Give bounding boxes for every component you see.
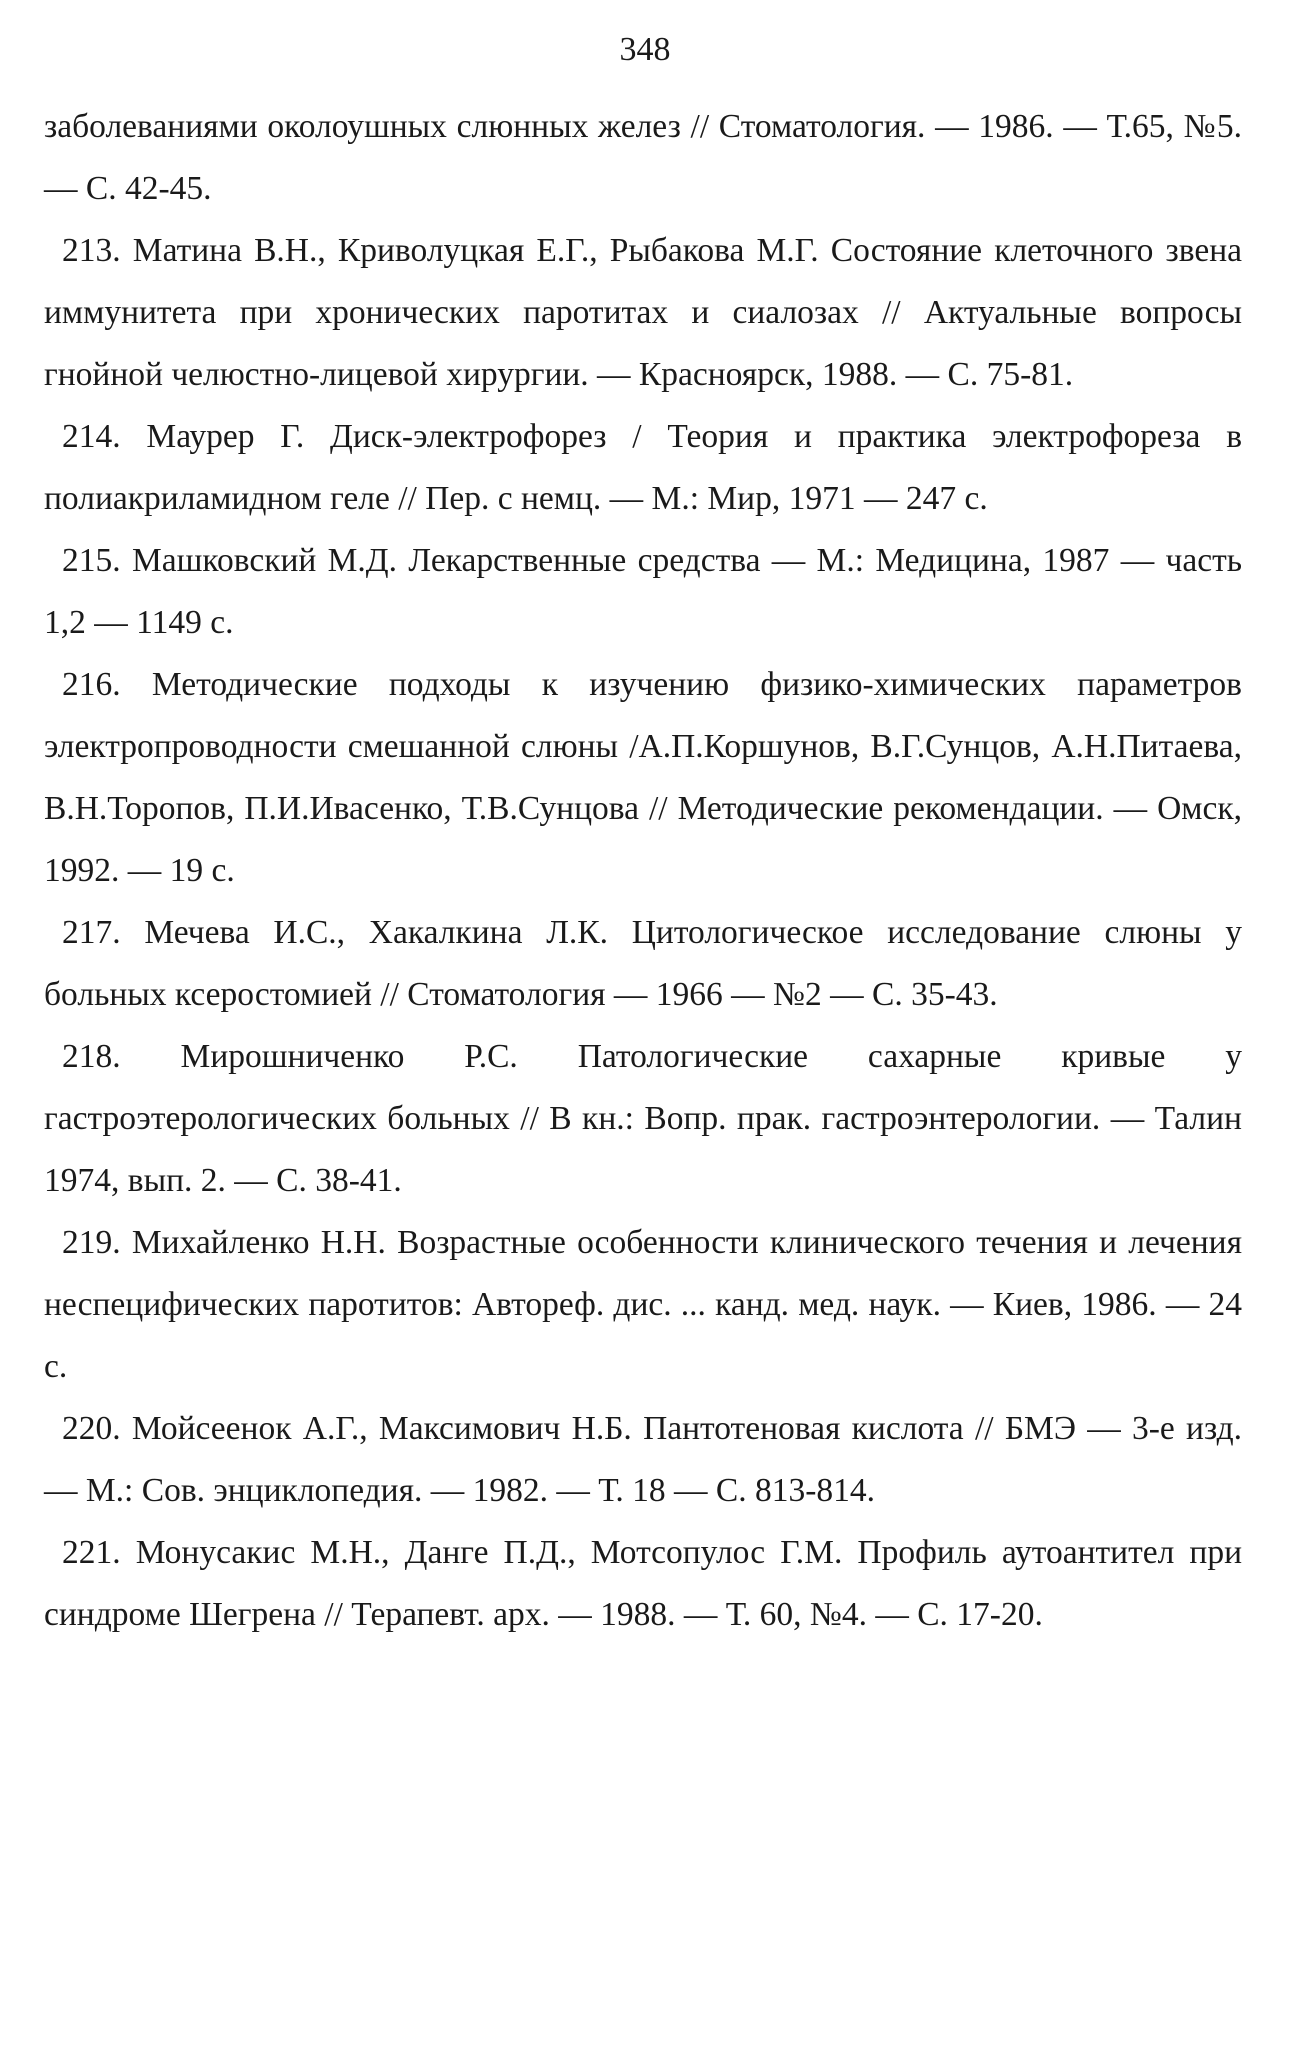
reference-entry-216 — [44, 654, 1242, 902]
page-number: 348 — [619, 31, 671, 68]
reference-number: 220. — [62, 1410, 121, 1447]
reference-entry-213 — [44, 220, 1242, 406]
reference-text: Маурер Г. Диск-электрофорез / Теория и практика электрофореза в полиакриламидном геле // Пер. с немц. — М.: Мир, 1971 — 247 с. — [44, 418, 1243, 517]
reference-text: Машковский М.Д. Лекарственные средства — М.: Медицина, 1987 — часть 1,2 — 1149 с. — [44, 542, 1243, 641]
reference-entry-214 — [44, 406, 1242, 530]
reference-entry-219 — [44, 1212, 1242, 1398]
reference-text: Мирошниченко Р.С. Патологические сахарные кривые у гастроэтерологических больных // В кн.: Вопр. прак. гастроэнтерологии. — Талин 1974, вып. 2. — С. 38-41. — [44, 1038, 1243, 1199]
reference-entry-217 — [44, 902, 1242, 1026]
reference-number: 216. — [62, 666, 121, 703]
reference-number: 214. — [62, 418, 121, 455]
reference-entry-215 — [44, 530, 1242, 654]
reference-text: Матина В.Н., Криволуцкая Е.Г., Рыбакова М.Г. Состояние клеточного звена иммунитета при хронических паротитах и сиалозах // Актуальные вопросы гнойной челюстно-лицевой хирургии. — Красноярск, 1988. — С. 75-81. — [44, 232, 1242, 393]
reference-number: 221. — [62, 1534, 121, 1571]
reference-entry-218 — [44, 1026, 1242, 1212]
reference-entry-221 — [44, 1522, 1242, 1646]
reference-entry-220 — [44, 1398, 1242, 1522]
reference-text: Михайленко Н.Н. Возрастные особенности клинического течения и лечения неспецифических паротитов: Автореф. дис. ... канд. мед. наук. — Киев, 1986. — 24 с. — [44, 1224, 1243, 1385]
reference-number: 215. — [62, 542, 121, 579]
reference-text: Методические подходы к изучению физико-химических параметров электропроводности смешанной слюны /А.П.Коршунов, В.Г.Сунцов, А.Н.Питаева, В.Н.Торопов, П.И.Ивасенко, Т.В.Сунцова // Методические рекомендации. — Омск, 1992. — 19 с. — [44, 666, 1242, 889]
reference-number: 218. — [62, 1038, 121, 1075]
reference-number: 213. — [62, 232, 121, 269]
continued-reference-text: заболеваниями околоушных слюнных желез // Стоматология. — 1986. — Т.65, №5. — С. 42-45. — [44, 108, 1242, 207]
reference-number: 219. — [62, 1224, 121, 1261]
reference-text: Мойсеенок А.Г., Максимович Н.Б. Пантотеновая кислота // БМЭ — 3-е изд. — М.: Сов. энциклопедия. — 1982. — Т. 18 — С. 813-814. — [44, 1410, 1242, 1509]
continued-reference — [44, 96, 1242, 220]
reference-list — [44, 96, 1242, 1646]
reference-text: Мечева И.С., Хакалкина Л.К. Цитологическое исследование слюны у больных ксеростомией // Стоматология — 1966 — №2 — С. 35-43. — [44, 914, 1243, 1013]
reference-text: Монусакис М.Н., Данге П.Д., Мотсопулос Г.М. Профиль аутоантител при синдроме Шегрена // Терапевт. арх. — 1988. — Т. 60, №4. — С. 17-20. — [44, 1534, 1243, 1633]
reference-number: 217. — [62, 914, 121, 951]
